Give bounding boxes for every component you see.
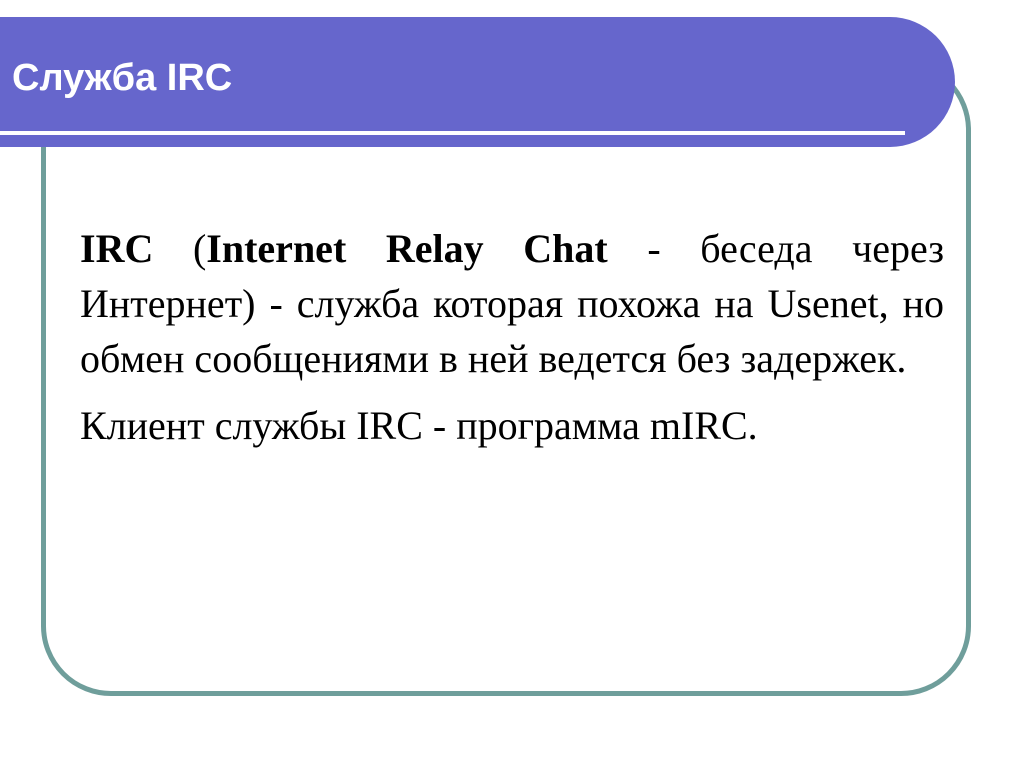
term-irc: IRC: [80, 226, 154, 271]
open-paren: (: [153, 226, 207, 271]
definition-text: - беседа через Интернет) - служба которая похожа на Usenet, но обмен сообщениями в ней ведется без задержек.: [80, 226, 945, 381]
slide-body: [80, 221, 944, 453]
term-full-name: Internet Relay Chat: [206, 226, 608, 271]
paragraph-irc-definition: [80, 221, 944, 386]
title-underline: [0, 131, 905, 135]
slide-title: Служба IRC: [12, 57, 233, 99]
paragraph-client: Клиент службы IRC - программа mIRC.: [80, 403, 758, 448]
